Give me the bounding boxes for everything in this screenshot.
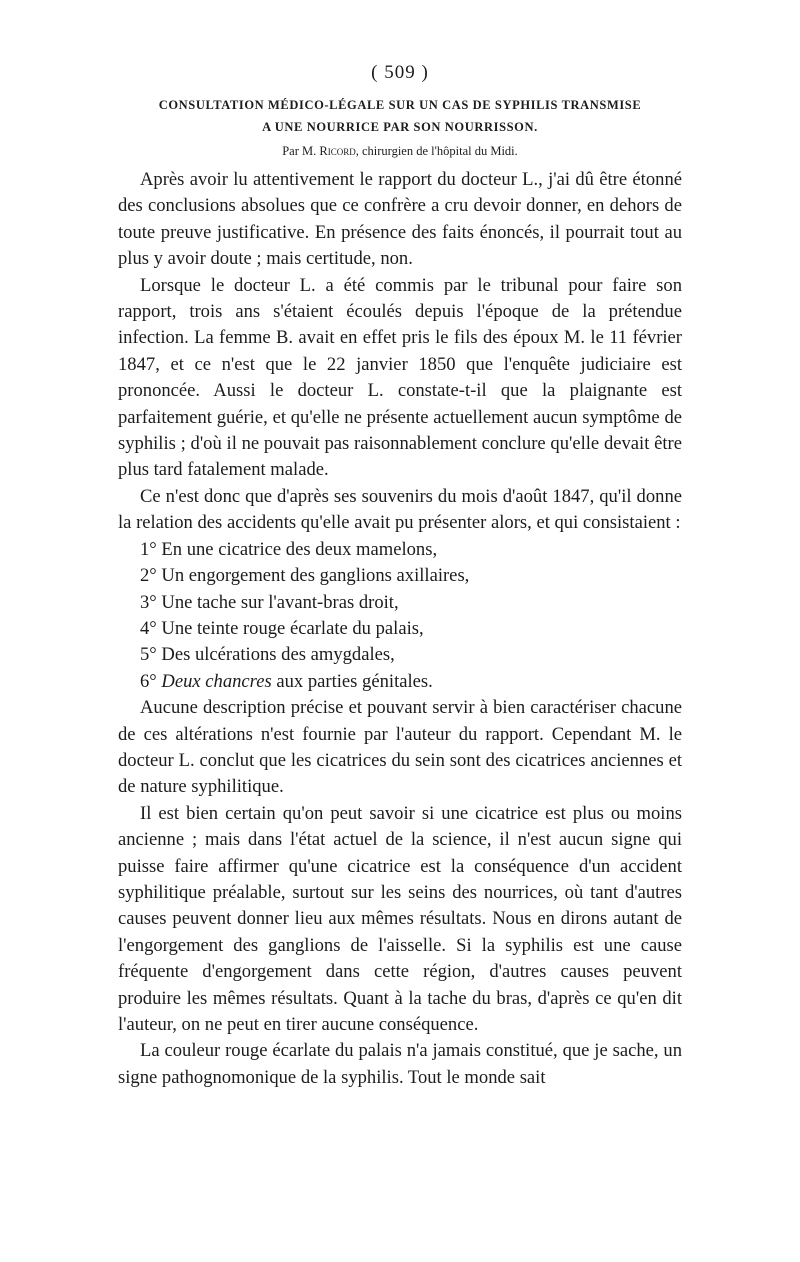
symptom-item (118, 669, 682, 695)
paragraph: Il est bien certain qu'on peut savoir si une cicatrice est plus ou moins ancienne ; mais dans l'état actuel de la science, il n'est aucun signe qui puisse faire affirmer qu'une cicatrice est la conséquence d'un accident syphilitique préalable, surtout sur les seins des nourrices, où tant d'autres causes peuvent donner lieu aux mêmes résultats. Nous en dirons autant de l'engorgement des ganglions de l'aisselle. Si la syphilis est une cause fréquente d'engorgement dans cette région, d'autres causes peuvent produire les mêmes résultats. Quant à la tache du bras, d'après ce qu'en dit l'auteur, on ne peut en tirer aucune conséquence. (118, 802, 682, 1035)
paragraph: La couleur rouge écarlate du palais n'a jamais constitué, que je sache, un signe pathognomonique de la syphilis. Tout le monde sait (118, 1040, 682, 1088)
symptom-number: 2° (140, 565, 157, 587)
symptom-item (118, 642, 682, 668)
symptom-number: 6° (140, 670, 157, 692)
symptom-text: Une tache sur l'avant-bras droit, (161, 591, 399, 613)
paragraph: Après avoir lu attentivement le rapport du docteur L., j'ai dû être étonné des conclusions absolues que ce confrère a cru devoir donner, en dehors de toute preuve justificative. En présence des faits énoncés, il pourrait tout au plus y avoir doute ; mais certitude, non. (118, 169, 682, 270)
article-title-line-1: CONSULTATION MÉDICO-LÉGALE SUR UN CAS DE SYPHILIS TRANSMISE (158, 98, 642, 112)
article-title-line-2: A UNE NOURRICE PAR SON NOURRISSON. (262, 120, 538, 134)
symptom-number: 5° (140, 644, 157, 666)
page-number: ( 509 ) (371, 62, 429, 83)
paragraph: Aucune description précise et pouvant servir à bien caractériser chacune de ces altérations n'est fournie par l'auteur du rapport. Cependant M. le docteur L. conclut que les cicatrices du sein sont des cicatrices anciennes et de nature syphilitique. (118, 697, 682, 798)
symptom-text: Des ulcérations des amygdales, (161, 644, 395, 666)
byline-prefix: Par M. (282, 144, 317, 158)
symptom-number: 4° (140, 617, 157, 639)
paragraph: Ce n'est donc que d'après ses souvenirs du mois d'août 1847, qu'il donne la relation des accidents qu'elle avait pu présenter alors, et qui consistaient : (118, 485, 682, 534)
symptom-italic-text: Deux chancres (161, 670, 272, 692)
paragraph: Lorsque le docteur L. a été commis par le tribunal pour faire son rapport, trois ans s'étaient écoulés depuis l'époque de la prétendue infection. La femme B. avait en effet pris le fils des époux M. le 11 février 1847, et ce n'est que le 22 janvier 1850 que l'enquête judiciaire est prononcée. Aussi le docteur L. constate-t-il que la plaignante est parfaitement guérie, et qu'elle ne présente actuellement aucun symptôme de syphilis ; d'où il ne pouvait pas raisonnablement conclure qu'elle devait être plus tard fatalement malade. (118, 274, 682, 481)
byline-author: Ricord (319, 144, 356, 158)
symptom-text: aux parties génitales. (271, 670, 433, 692)
symptom-item (118, 563, 682, 589)
symptom-number: 1° (140, 538, 157, 560)
article-body (118, 167, 682, 1091)
byline-suffix: , chirurgien de l'hôpital du Midi. (355, 144, 518, 158)
symptom-number: 3° (140, 591, 157, 613)
symptom-text: Une teinte rouge écarlate du palais, (161, 617, 424, 639)
symptom-item (118, 616, 682, 642)
symptom-item (118, 537, 682, 563)
byline (118, 144, 682, 159)
symptom-item (118, 590, 682, 616)
symptom-text: En une cicatrice des deux mamelons, (161, 538, 438, 560)
symptom-list (118, 537, 682, 695)
symptom-text: Un engorgement des ganglions axillaires, (161, 565, 470, 587)
